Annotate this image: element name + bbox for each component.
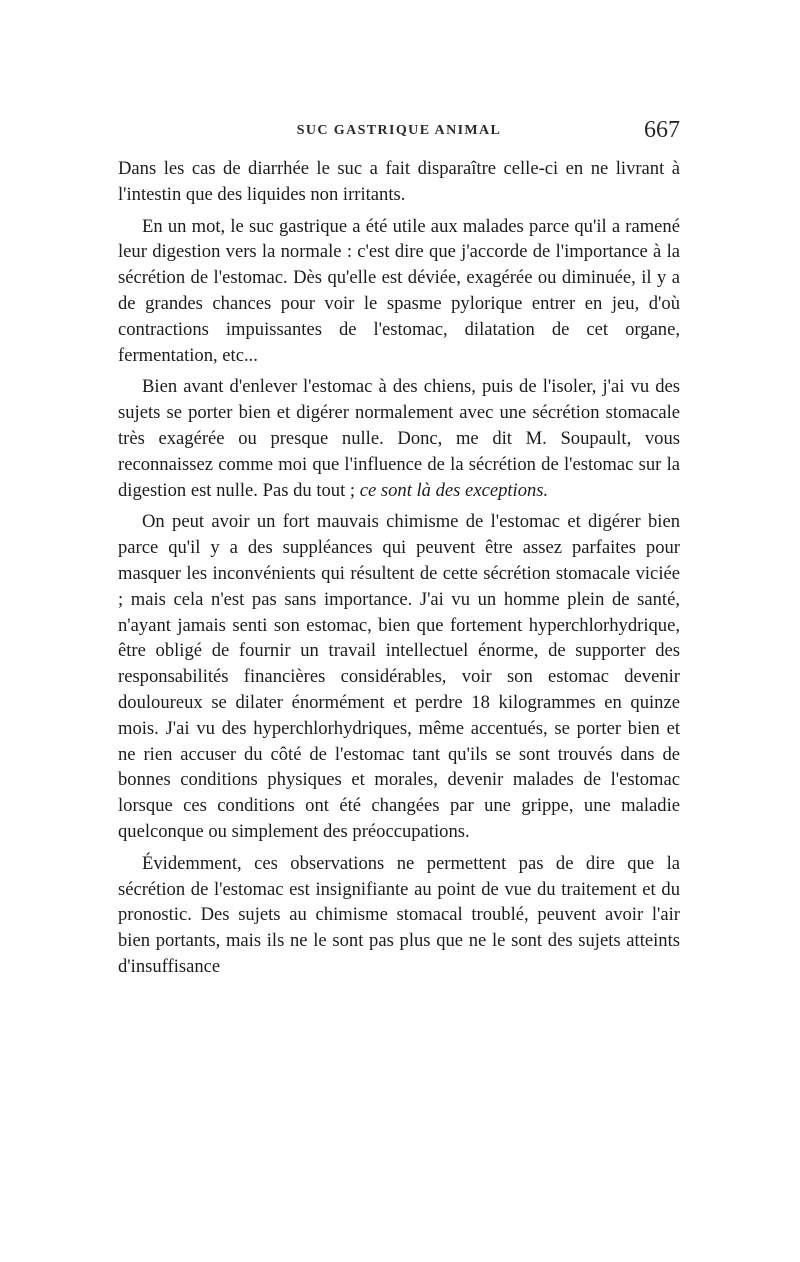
paragraph-5: Évidemment, ces observations ne permettent pas de dire que la sécrétion de l'estomac est insignifiante au point de vue du traitement et du pronostic. Des sujets au chimisme stomacal troublé, peuvent avoir l'air bien portants, mais ils ne le sont pas plus que ne le sont des sujets atteints d'insuffisance: [118, 852, 680, 977]
running-head: [118, 117, 680, 147]
page-number: 667: [644, 117, 680, 143]
paragraph-2: En un mot, le suc gastrique a été utile aux malades parce qu'il a ramené leur digestion vers la normale : c'est dire que j'accorde de l'importance à la sécrétion de l'estomac. Dès qu'elle est déviée, exagérée ou diminuée, il y a de grandes chances pour voir le spasme pylorique entrer en jeu, d'où contractions impuissantes de l'estomac, dilatation de cet organe, fermentation, etc...: [118, 215, 680, 366]
paragraph-3-italic: ce sont là des exceptions.: [359, 479, 549, 501]
running-title: SUC GASTRIQUE ANIMAL: [296, 123, 502, 138]
paragraph-3: [118, 374, 680, 503]
paragraph-1: Dans les cas de diarrhée le suc a fait disparaître celle-ci en ne livrant à l'intestin que des liquides non irritants.: [118, 158, 680, 205]
body-text: [118, 156, 680, 986]
paragraph-4: On peut avoir un fort mauvais chimisme de l'estomac et digérer bien parce qu'il y a des suppléances qui peuvent être assez parfaites pour masquer les inconvénients qui résultent de cette sécrétion stomacale viciée ; mais cela n'est pas sans importance. J'ai vu un homme plein de santé, n'ayant jamais senti son estomac, bien que fortement hyperchlorhydrique, être obligé de fournir un travail intellectuel énorme, de supporter des responsabilités financières considérables, voir son estomac devenir douloureux se dilater énormément et perdre 18 kilogrammes en quinze mois. J'ai vu des hyperchlorhydriques, même accentués, se porter bien et ne rien accuser du côté de l'estomac tant qu'ils se sont trouvés dans de bonnes conditions physiques et morales, devenir malades de l'estomac lorsque ces conditions ont été changées par une grippe, une maladie quelconque ou simplement des préoccupations.: [118, 511, 680, 842]
paragraph-3-text: Bien avant d'enlever l'estomac à des chiens, puis de l'isoler, j'ai vu des sujets se porter bien et digérer normalement avec une sécrétion stomacale très exagérée ou presque nulle. Donc, me dit M. Soupault, vous reconnaissez comme moi que l'influence de la sécrétion de l'estomac sur la digestion est nulle. Pas du tout ;: [118, 376, 680, 501]
